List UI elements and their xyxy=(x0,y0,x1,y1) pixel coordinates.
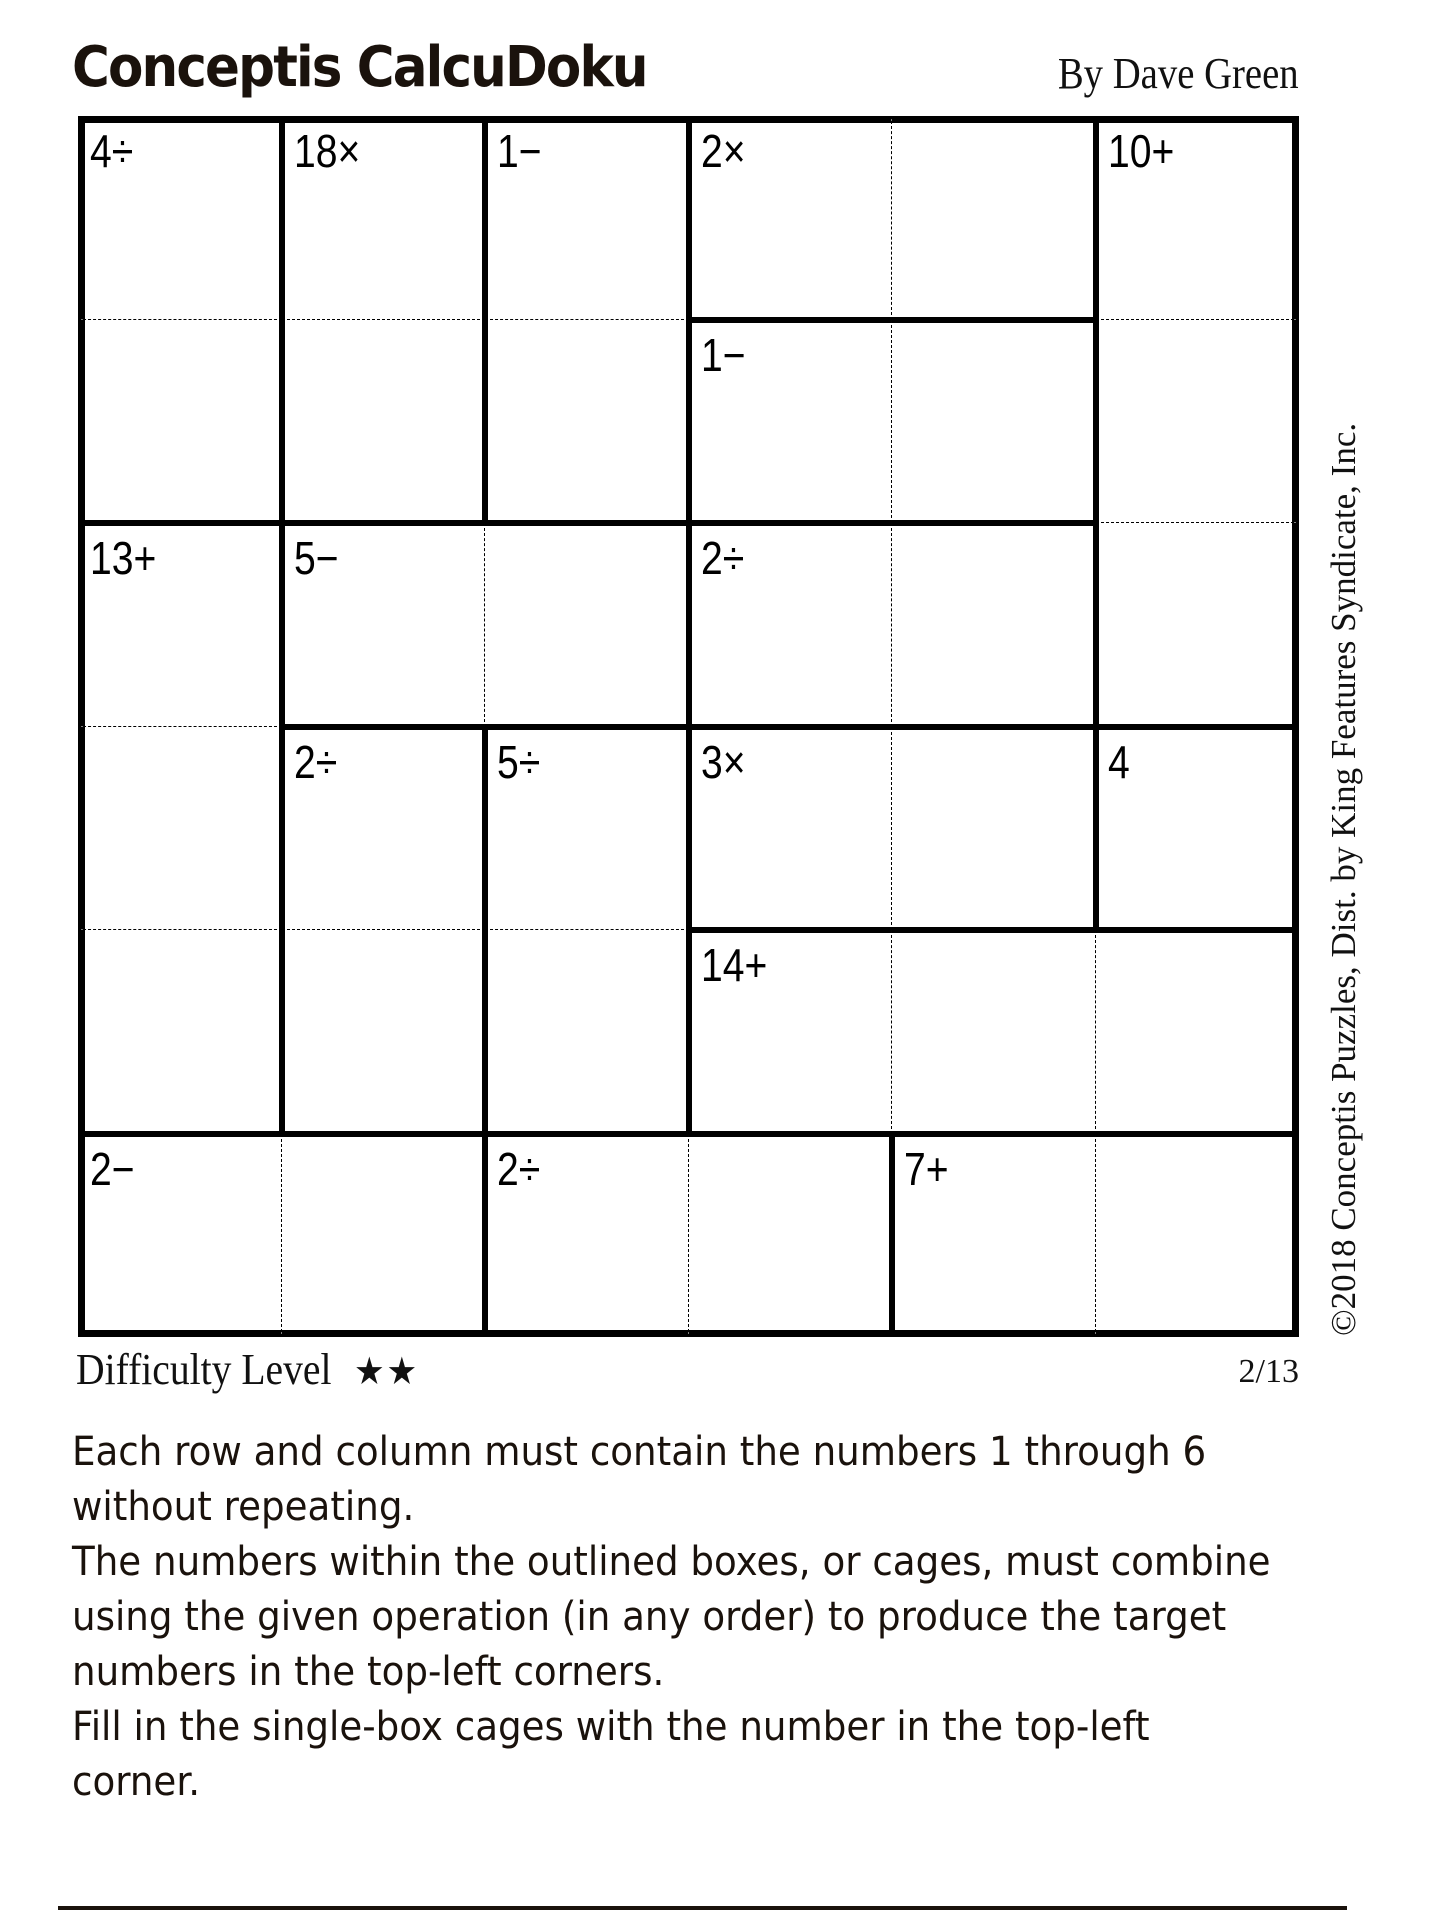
puzzle-title: Conceptis CalcuDoku xyxy=(72,35,647,100)
grid-cell[interactable] xyxy=(485,930,689,1134)
grid-cell[interactable] xyxy=(1096,320,1300,524)
cage-clue: 3× xyxy=(700,735,746,788)
author-byline: By Dave Green xyxy=(1058,49,1299,98)
cage-clue: 2× xyxy=(700,125,746,177)
grid-cell[interactable] xyxy=(485,523,689,727)
grid-cell[interactable] xyxy=(282,320,486,524)
cage-clue: 1− xyxy=(497,125,542,177)
cage-clue: 2÷ xyxy=(700,532,744,584)
cage-clue: 4 xyxy=(1107,735,1130,788)
grid-cell[interactable] xyxy=(78,930,282,1134)
grid-cell[interactable] xyxy=(689,1134,893,1338)
grid-cell[interactable] xyxy=(1096,930,1300,1134)
cage-clue: 13+ xyxy=(90,532,157,584)
grid-cell[interactable] xyxy=(282,930,486,1134)
cage-clue: 4÷ xyxy=(90,125,134,177)
cage-clue: 5÷ xyxy=(497,735,541,788)
cage-clue: 2÷ xyxy=(293,735,337,788)
cage-clue: 7+ xyxy=(904,1142,949,1195)
instruction-line: Fill in the single-box cages with the number in the top-left corner. xyxy=(72,1704,1150,1805)
difficulty-stars-icon: ★★ xyxy=(353,1349,419,1393)
copyright-notice: ©2018 Conceptis Puzzles, Dist. by King Features Syndicate, Inc. xyxy=(1324,422,1363,1336)
grid-cell[interactable] xyxy=(1096,1134,1300,1338)
cage-clue: 10+ xyxy=(1107,125,1174,177)
instruction-line: The numbers within the outlined boxes, or cages, must combine using the given operation (in any order) to produce the target numbers in the top-left corners. xyxy=(72,1539,1271,1695)
grid-cell[interactable] xyxy=(1096,523,1300,727)
grid-cell[interactable] xyxy=(78,727,282,931)
cage-clue: 5− xyxy=(293,532,339,584)
grid-cell[interactable] xyxy=(78,320,282,524)
cage-clue: 2− xyxy=(90,1142,135,1195)
cage-clue: 2÷ xyxy=(497,1142,541,1195)
puzzle-date: 2/13 xyxy=(1238,1353,1299,1390)
grid-cell[interactable] xyxy=(485,320,689,524)
calcudoku-grid xyxy=(78,116,1299,1337)
instruction-line: Each row and column must contain the numbers 1 through 6 without repeating. xyxy=(72,1429,1207,1530)
difficulty-label: Difficulty Level xyxy=(76,1345,332,1394)
cage-clue: 18× xyxy=(293,125,360,177)
grid-cell[interactable] xyxy=(892,727,1096,931)
grid-cell[interactable] xyxy=(892,523,1096,727)
grid-cell[interactable] xyxy=(892,320,1096,524)
grid-cell[interactable] xyxy=(892,116,1096,320)
grid-cell[interactable] xyxy=(892,930,1096,1134)
instructions xyxy=(72,1425,1272,1810)
cage-clue: 14+ xyxy=(700,939,767,991)
bottom-divider xyxy=(58,1906,1347,1910)
difficulty-level xyxy=(76,1345,419,1394)
grid-cell[interactable] xyxy=(282,1134,486,1338)
cage-clue: 1− xyxy=(700,328,746,381)
